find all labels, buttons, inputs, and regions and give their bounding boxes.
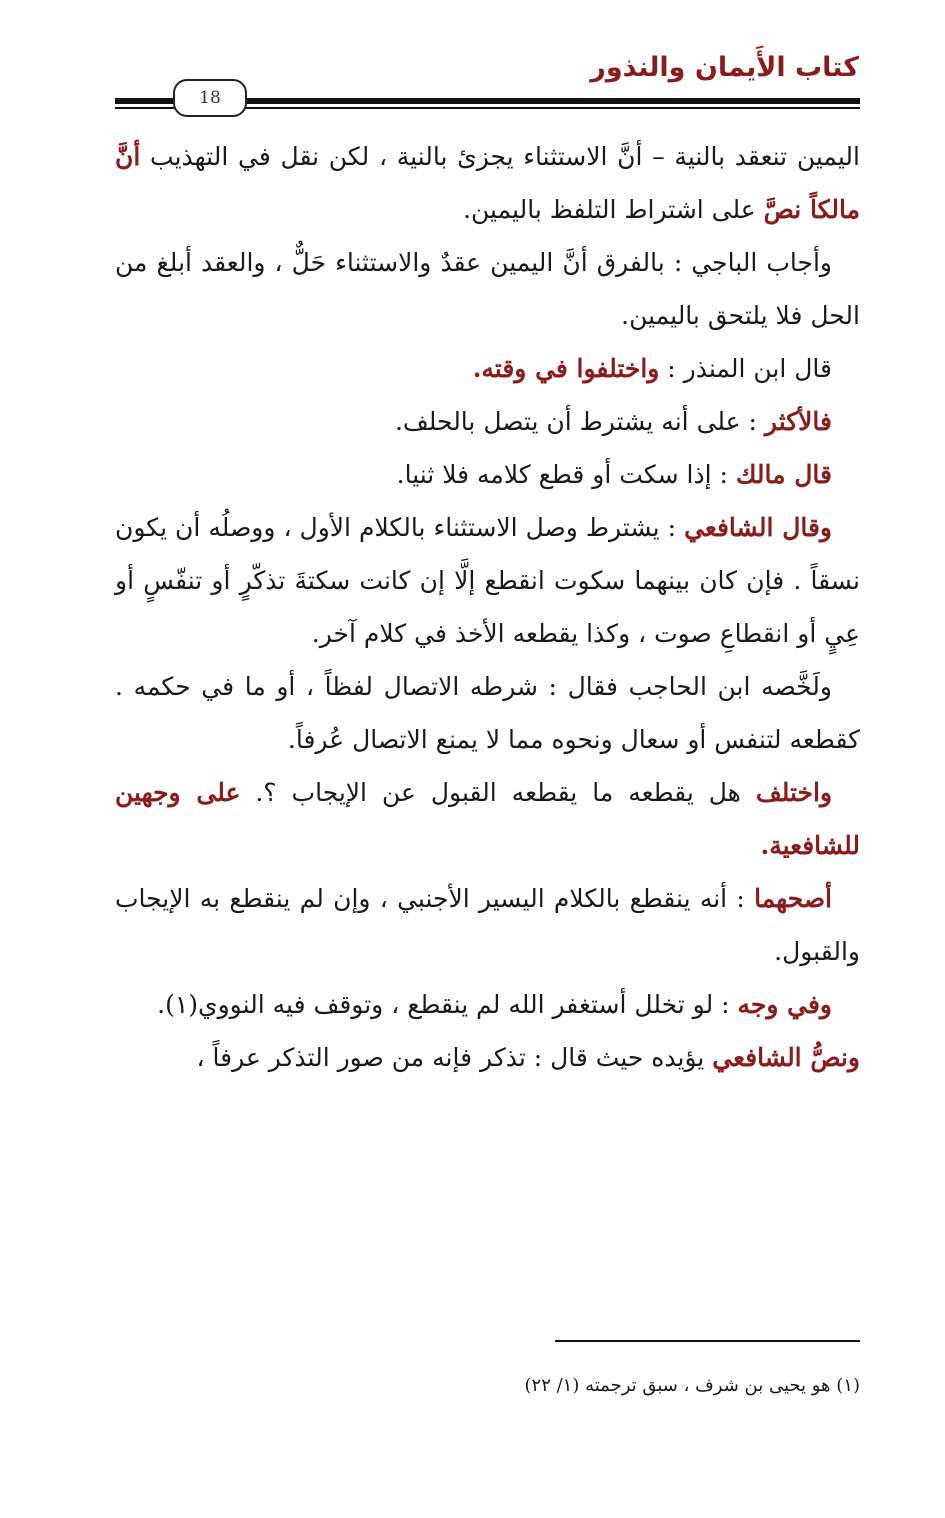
- paragraph: [115, 395, 860, 448]
- main-text: [115, 130, 860, 1084]
- text-run: على اشتراط التلفظ باليمين.: [463, 195, 764, 224]
- highlighted-phrase: واختلفوا في وقته.: [472, 354, 660, 383]
- book-title: كتاب الأَيمان والنذور: [590, 52, 859, 83]
- highlighted-phrase: واختلف: [755, 778, 833, 807]
- footnote-separator: [555, 1340, 860, 1342]
- text-run: وأجاب الباجي : بالفرق أنَّ اليمين عقدٌ والاستثناء حَلٌّ ، والعقد أبلغ من الحل فلا يلتحق باليمين.: [115, 248, 860, 330]
- paragraph: [115, 501, 860, 660]
- paragraph: [115, 872, 860, 978]
- text-run: ولَخَّصه ابن الحاجب فقال : شرطه الاتصال لفظاً ، أو ما في حكمه . كقطعه لتنفس أو سعال ونحوه مما لا يمنع الاتصال عُرفاً.: [115, 672, 860, 754]
- highlighted-phrase: أنَّ مالكاً نصَّ: [115, 142, 860, 224]
- highlighted-phrase: على وجهين للشافعية.: [115, 778, 860, 860]
- paragraph: [115, 236, 860, 342]
- paragraph: [115, 130, 860, 236]
- text-run: : لو تخلل أستغفر الله لم ينقطع ، وتوقف فيه النووي(١).: [157, 990, 738, 1019]
- text-run: : يشترط وصل الاستثناء بالكلام الأول ، ووصلُه أن يكون نسقاً . فإن كان بينهما سكوت انقطع إلَّا إن كانت سكتةَ تذكّرٍ أو تنفّسٍ أو عِيٍ أو انقطاعِ صوت ، وكذا يقطعه الأخذ في كلام آخر.: [115, 513, 860, 648]
- paragraph: [115, 660, 860, 766]
- paragraph: [115, 342, 860, 395]
- paragraph: [115, 1031, 860, 1084]
- highlighted-phrase: قال مالك: [735, 460, 832, 489]
- text-run: : على أنه يشترط أن يتصل بالحلف.: [394, 407, 765, 436]
- footnote: (١) هو يحيى بن شرف ، سبق ترجمته (١/ ٢٢): [524, 1375, 860, 1396]
- highlighted-phrase: أصحهما: [754, 884, 832, 913]
- text-run: : إذا سكت أو قطع كلامه فلا ثنيا.: [396, 460, 736, 489]
- text-run: يؤيده حيث قال : تذكر فإنه من صور التذكر عرفاً ،: [196, 1043, 713, 1072]
- text-run: : أنه ينقطع بالكلام اليسير الأجنبي ، وإن لم ينقطع به الإيجاب والقبول.: [115, 884, 860, 966]
- text-run: هل يقطعه ما يقطعه القبول عن الإيجاب ؟.: [240, 778, 756, 807]
- highlighted-phrase: وفي وجه: [737, 990, 832, 1019]
- highlighted-phrase: فالأكثر: [764, 407, 832, 436]
- highlighted-phrase: وقال الشافعي: [684, 513, 832, 542]
- paragraph: [115, 978, 860, 1031]
- page-number-badge: 18: [173, 79, 247, 117]
- paragraph: [115, 448, 860, 501]
- text-run: اليمين تنعقد بالنية – أنَّ الاستثناء يجزئ بالنية ، لكن نقل في التهذيب: [140, 142, 860, 171]
- paragraph: [115, 766, 860, 872]
- highlighted-phrase: ونصُّ الشافعي: [712, 1043, 860, 1072]
- text-run: قال ابن المنذر :: [659, 354, 832, 383]
